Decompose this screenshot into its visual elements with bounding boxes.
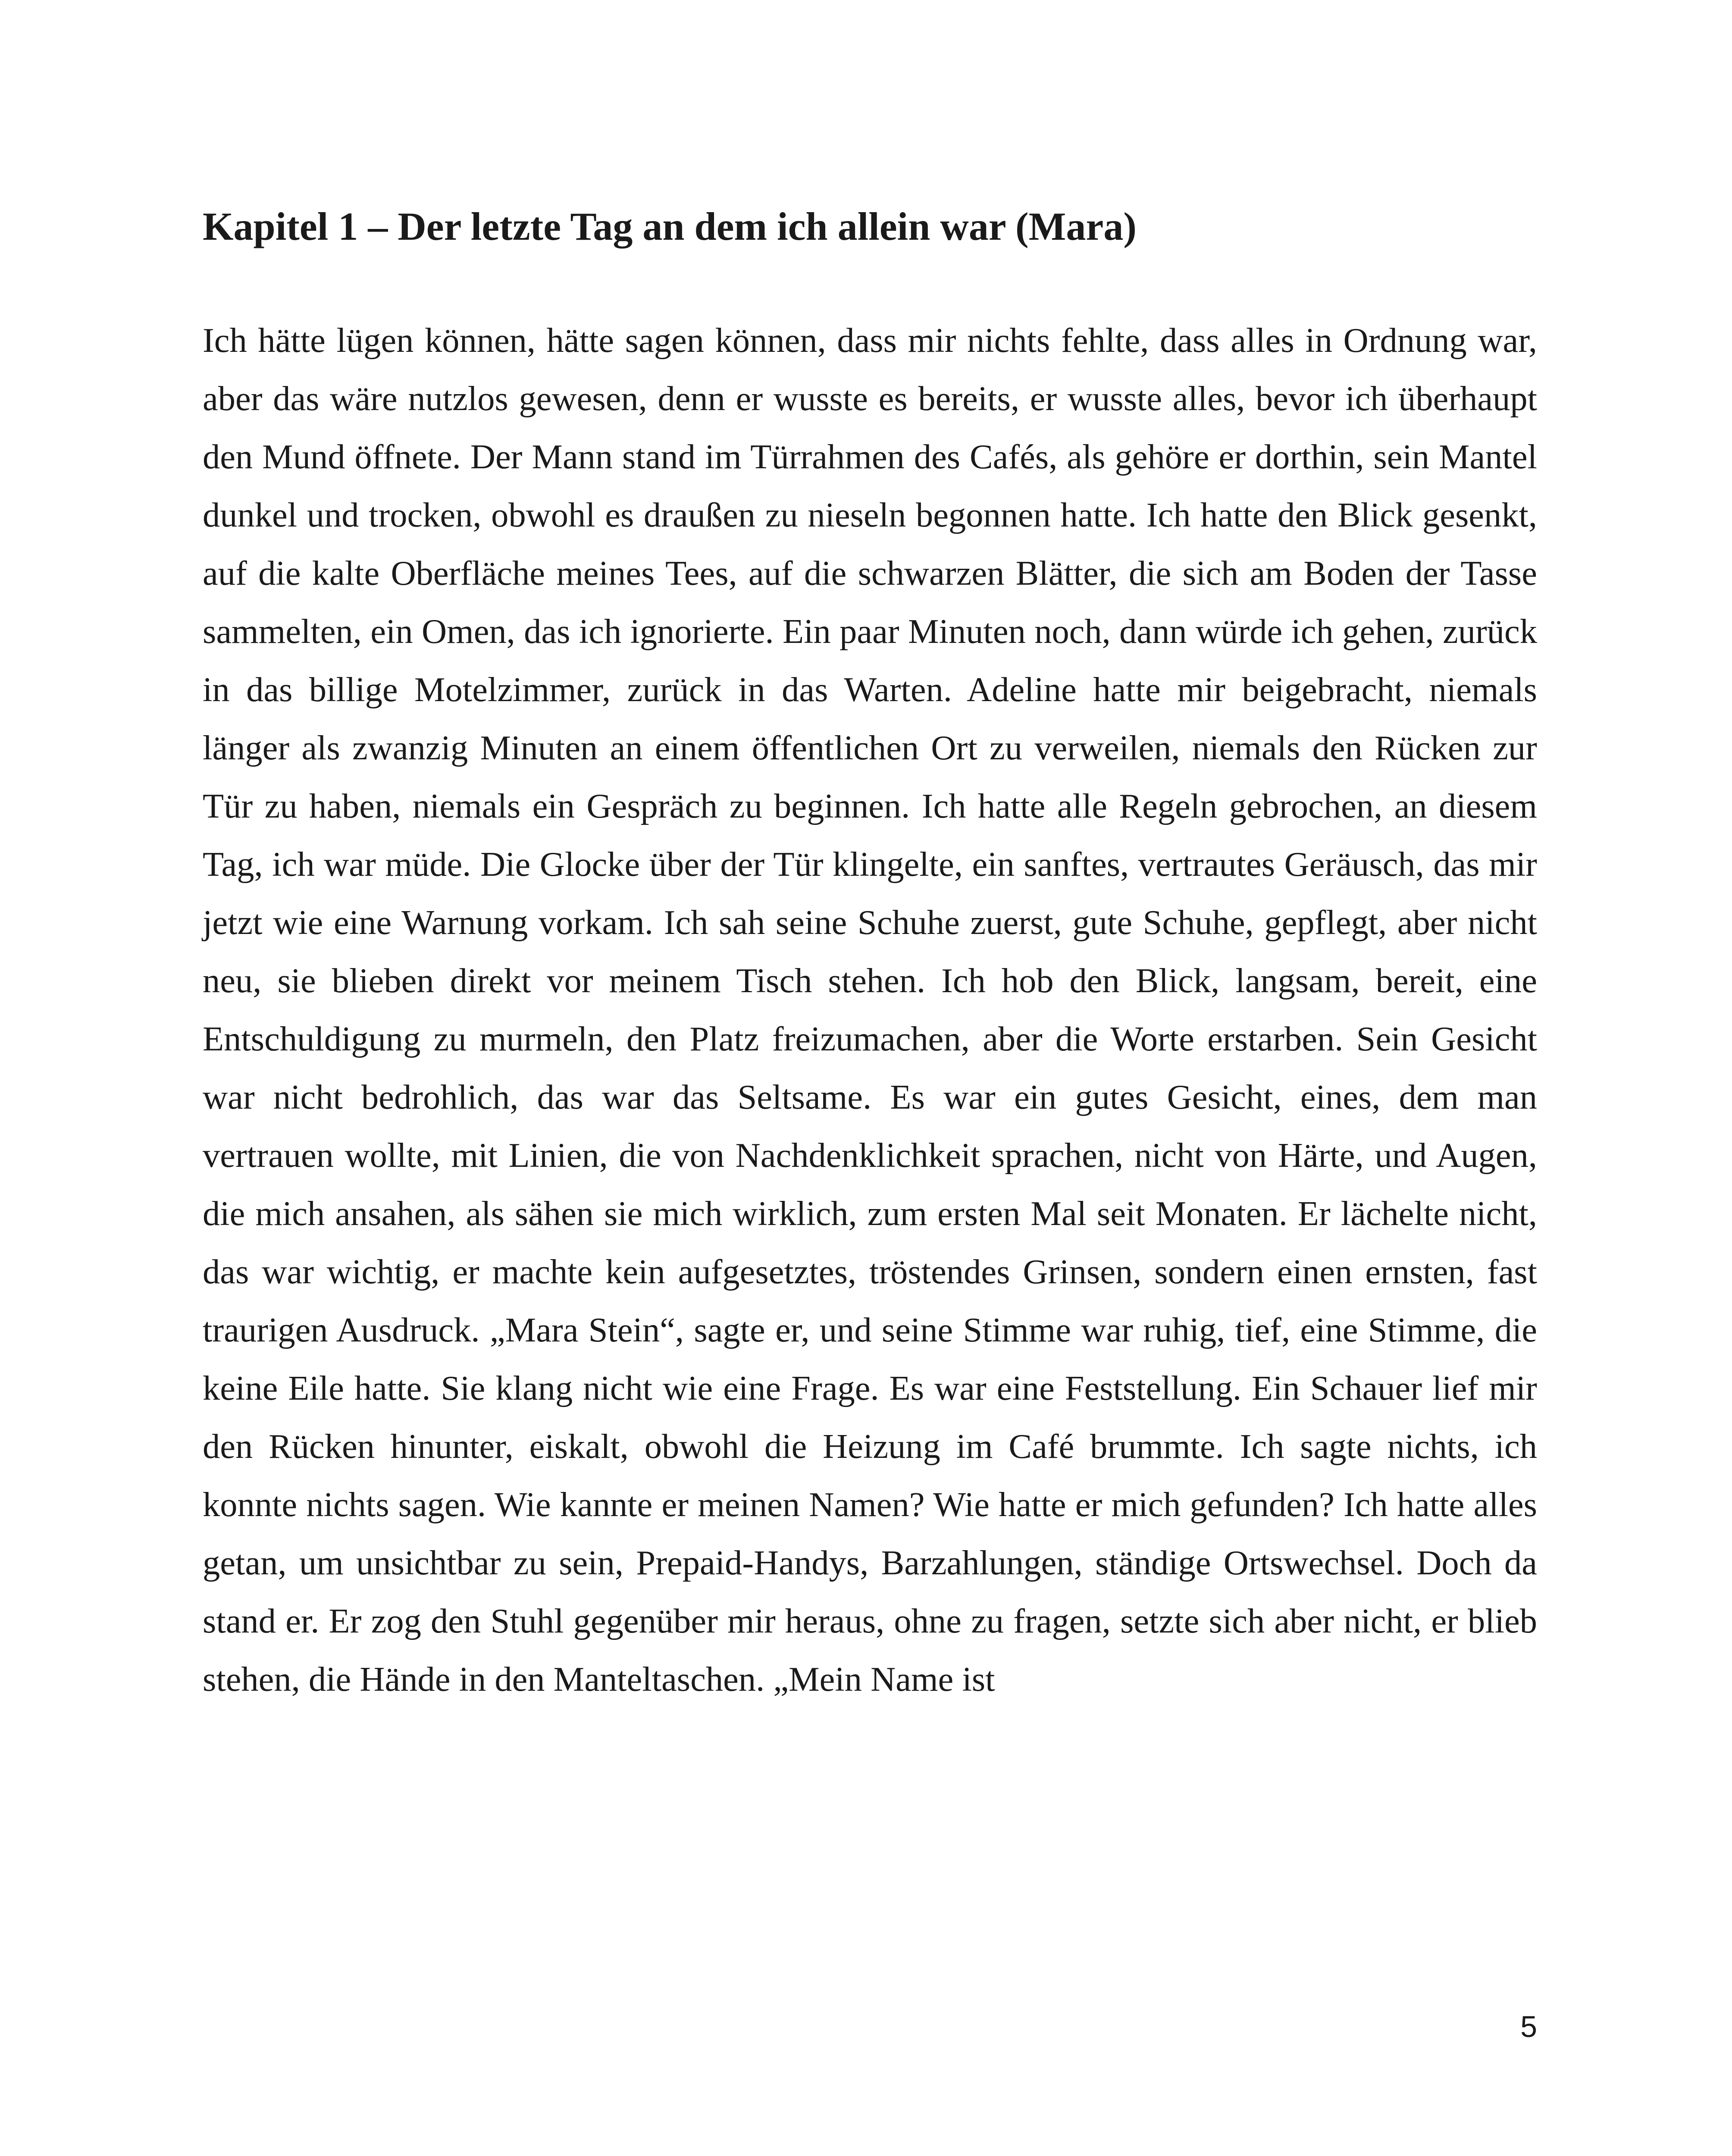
body-paragraph: Ich hätte lügen können, hätte sagen können, dass mir nichts fehlte, dass alles in Ordnung war, aber das wäre nutzlos gewesen, denn er wusste es bereits, er wusste alles, bevor ich überhaupt den Mund öffnete. Der Mann stand im Türrahmen des Cafés, als gehöre er dorthin, sein Mantel dunkel und trocken, obwohl es draußen zu nieseln begonnen hatte. Ich hatte den Blick gesenkt, auf die kalte Oberfläche meines Tees, auf die schwarzen Blätter, die sich am Boden der Tasse sammelten, ein Omen, das ich ignorierte. Ein paar Minuten noch, dann würde ich gehen, zurück in das billige Motelzimmer, zurück in das Warten. Adeline hatte mir beigebracht, niemals länger als zwanzig Minuten an einem öffentlichen Ort zu verweilen, niemals den Rücken zur Tür zu haben, niemals ein Gespräch zu beginnen. Ich hatte alle Regeln gebrochen, an diesem Tag, ich war müde. Die Glocke über der Tür klingelte, ein sanftes, vertrautes Geräusch, das mir jetzt wie eine Warnung vorkam. Ich sah seine Schuhe zuerst, gute Schuhe, gepflegt, aber nicht neu, sie blieben direkt vor meinem Tisch stehen. Ich hob den Blick, langsam, bereit, eine Entschuldigung zu murmeln, den Platz freizumachen, aber die Worte erstarben. Sein Gesicht war nicht bedrohlich, das war das Seltsame. Es war ein gutes Gesicht, eines, dem man vertrauen wollte, mit Linien, die von Nachdenklichkeit sprachen, nicht von Härte, und Augen, die mich ansahen, als sähen sie mich wirklich, zum ersten Mal seit Monaten. Er lächelte nicht, das war wichtig, er machte kein aufgesetztes, tröstendes Grinsen, sondern einen ernsten, fast traurigen Ausdruck. „Mara Stein“, sagte er, und seine Stimme war ruhig, tief, eine Stimme, die keine Eile hatte. Sie klang nicht wie eine Frage. Es war eine Feststellung. Ein Schauer lief mir den Rücken hinunter, eiskalt, obwohl die Heizung im Café brummte. Ich sagte nichts, ich konnte nichts sagen. Wie kannte er meinen Namen? Wie hatte er mich gefunden? Ich hatte alles getan, um unsichtbar zu sein, Prepaid-Handys, Barzahlungen, ständige Ortswechsel. Doch da stand er. Er zog den Stuhl gegenüber mir heraus, ohne zu fragen, setzte sich aber nicht, er blieb stehen, die Hände in den Manteltaschen. „Mein Name ist xyxy=(203,321,1537,1698)
page-number: 5 xyxy=(1520,2010,1537,2043)
chapter-title: Kapitel 1 – Der letzte Tag an dem ich allein war (Mara) xyxy=(203,204,1137,248)
